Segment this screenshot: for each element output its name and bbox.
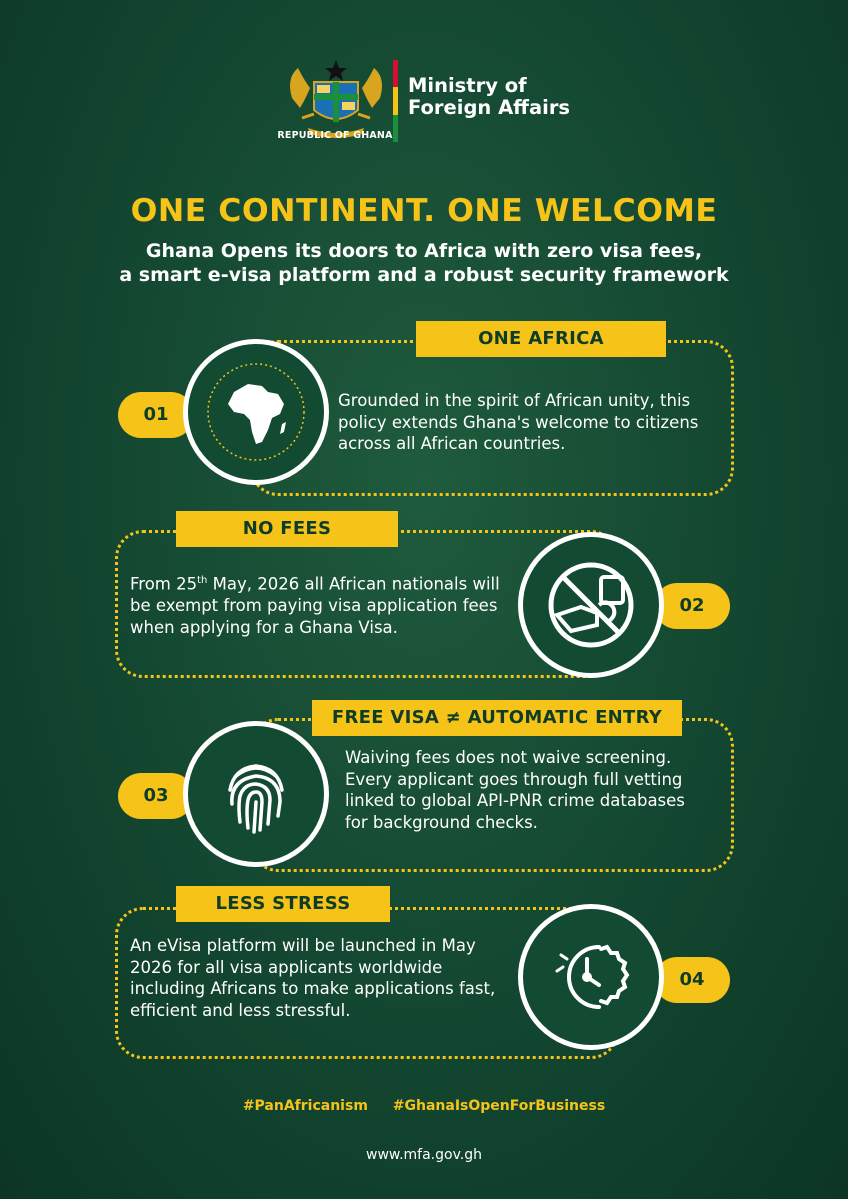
section-04-number: 04	[654, 957, 730, 1003]
section-02-text-start: From 25	[130, 574, 198, 594]
fingerprint-icon	[208, 746, 304, 842]
clock-gear-icon	[541, 927, 641, 1027]
hashtag-ghana-open-for-business[interactable]: #GhanaIsOpenForBusiness	[392, 1098, 606, 1114]
page-subtitle	[0, 239, 848, 287]
section-03-number: 03	[118, 773, 194, 819]
flag-color-bar	[393, 60, 398, 142]
section-02-circle	[518, 532, 664, 678]
ministry-line-2: Foreign Affairs	[408, 96, 571, 119]
section-02-text-sup: th	[197, 575, 208, 586]
section-01-circle	[183, 339, 329, 485]
section-04-circle	[518, 904, 664, 1050]
ministry-line-1: Ministry of	[408, 74, 527, 97]
subtitle-line-1: Ghana Opens its doors to Africa with zero visa fees,	[145, 240, 703, 262]
section-01-label: ONE AFRICA	[416, 321, 666, 357]
section-03-text: Waiving fees does not waive screening. Every applicant goes through full vetting linked to global API-PNR crime databases for background checks.	[345, 748, 685, 832]
ghana-coat-of-arms-icon	[284, 58, 388, 140]
no-money-icon	[541, 555, 641, 655]
section-03-label: FREE VISA ≠ AUTOMATIC ENTRY	[312, 700, 682, 736]
africa-map-icon	[204, 360, 308, 464]
subtitle-line-2: a smart e-visa platform and a robust security framework	[119, 264, 729, 286]
republic-of-ghana-label: REPUBLIC OF GHANA	[277, 130, 393, 141]
page-title: ONE CONTINENT. ONE WELCOME	[130, 193, 718, 229]
ministry-name	[408, 75, 570, 119]
website-link[interactable]: www.mfa.gov.gh	[366, 1147, 482, 1163]
hashtags	[0, 1098, 848, 1114]
section-04-text: An eVisa platform will be launched in May 2026 for all visa applicants worldwide including Africans to make applications fast, efficient and less stressful.	[130, 936, 496, 1020]
section-03-circle	[183, 721, 329, 867]
section-02-text	[130, 570, 510, 638]
hashtag-panafricanism[interactable]: #PanAfricanism	[242, 1098, 368, 1114]
section-02-label: NO FEES	[176, 511, 398, 547]
section-01-number: 01	[118, 392, 194, 438]
section-02-number: 02	[654, 583, 730, 629]
section-02-text-end: May, 2026 all African nationals will be exempt from paying visa application fees when applying for a Ghana Visa.	[130, 574, 500, 637]
section-01-text: Grounded in the spirit of African unity, this policy extends Ghana's welcome to citizens across all African countries.	[338, 391, 699, 453]
section-04-label: LESS STRESS	[176, 886, 390, 922]
